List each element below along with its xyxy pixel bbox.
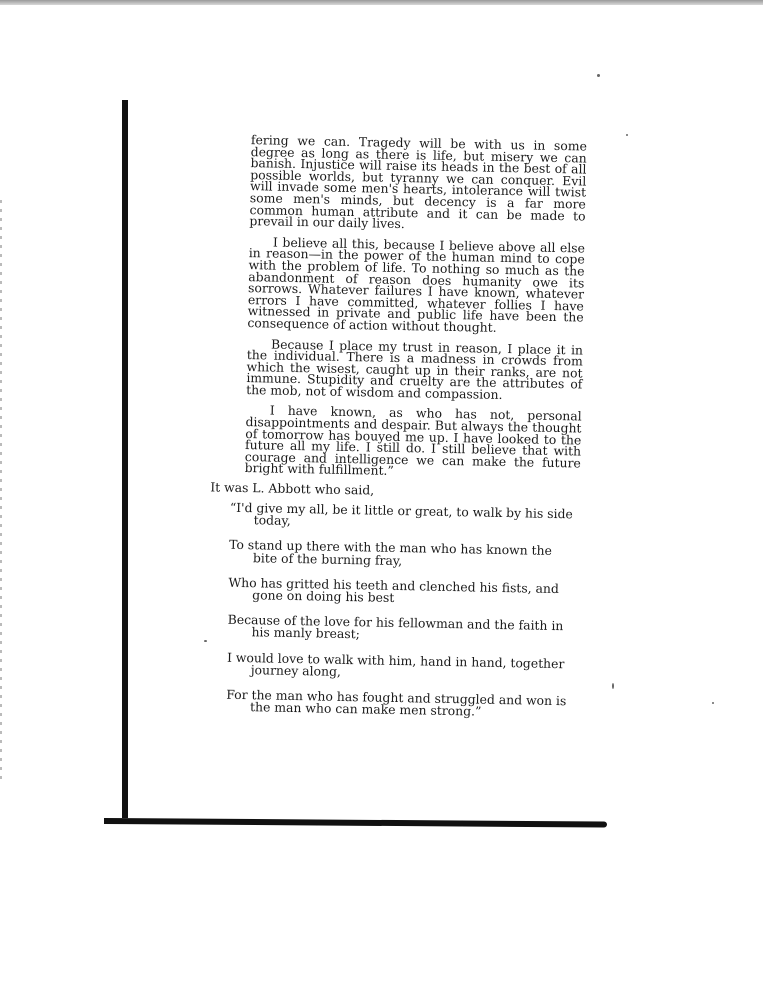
poem-line: Who has gritted his teeth and clenched his fists, and gone on doing his best	[228, 574, 560, 605]
essay-paragraph: Because I place my trust in reason, I place it in the individual. There is a madness in crowds from which the wisest, caught up in their ranks, are not immune. Stupidity and cruelty are the attributes of the mob, not of wisdom and compassion.	[246, 336, 584, 402]
poem-line: “I'd give my all, be it little or great, to walk by his side today,	[229, 499, 573, 529]
poem-line: For the man who has fought and struggled and won is the man who can make men strong.”	[226, 686, 567, 719]
attribution-line: It was L. Abbott who said,	[210, 479, 375, 498]
poem-line: I would love to walk with him, hand in hand, together journey along,	[226, 649, 565, 679]
essay-paragraph: fering we can. Tragedy will be with us in some degree as long as there is life, but misery we can banish. Injustice will raise its heads in the best of all possible worlds, but tyranny we can conquer. Evil will invade some men's hearts, intolerance will twist some men's minds, but decency is a far more common human attribute and it can be made to prevail in our daily lives.	[249, 132, 588, 232]
poem-line: To stand up there with the man who has known the bite of the burning fray,	[229, 537, 553, 568]
poem-quote	[226, 499, 580, 733]
poem-line: Because of the love for his fellowman and the faith in his manly breast;	[227, 611, 564, 642]
essay-text	[244, 134, 587, 489]
essay-paragraph: I have known, as who has not, personal disappointments and despair. But always the thought of tomorrow has bouyed me up. I have looked to the future all my life. I still do. I still believe that with courage and intelligence we can make the future bright with fulfillment.”	[244, 402, 582, 479]
essay-paragraph: I believe all this, because I believe above all else in reason—in the power of the human mind to cope with the problem of life. To nothing so much as the abandonment of reason does humanity owe its sorrows. Whatever failures I have known, whatever errors I have committed, whatever follies I have witnessed in private and public life have been the consequence of action without thought.	[247, 234, 586, 335]
